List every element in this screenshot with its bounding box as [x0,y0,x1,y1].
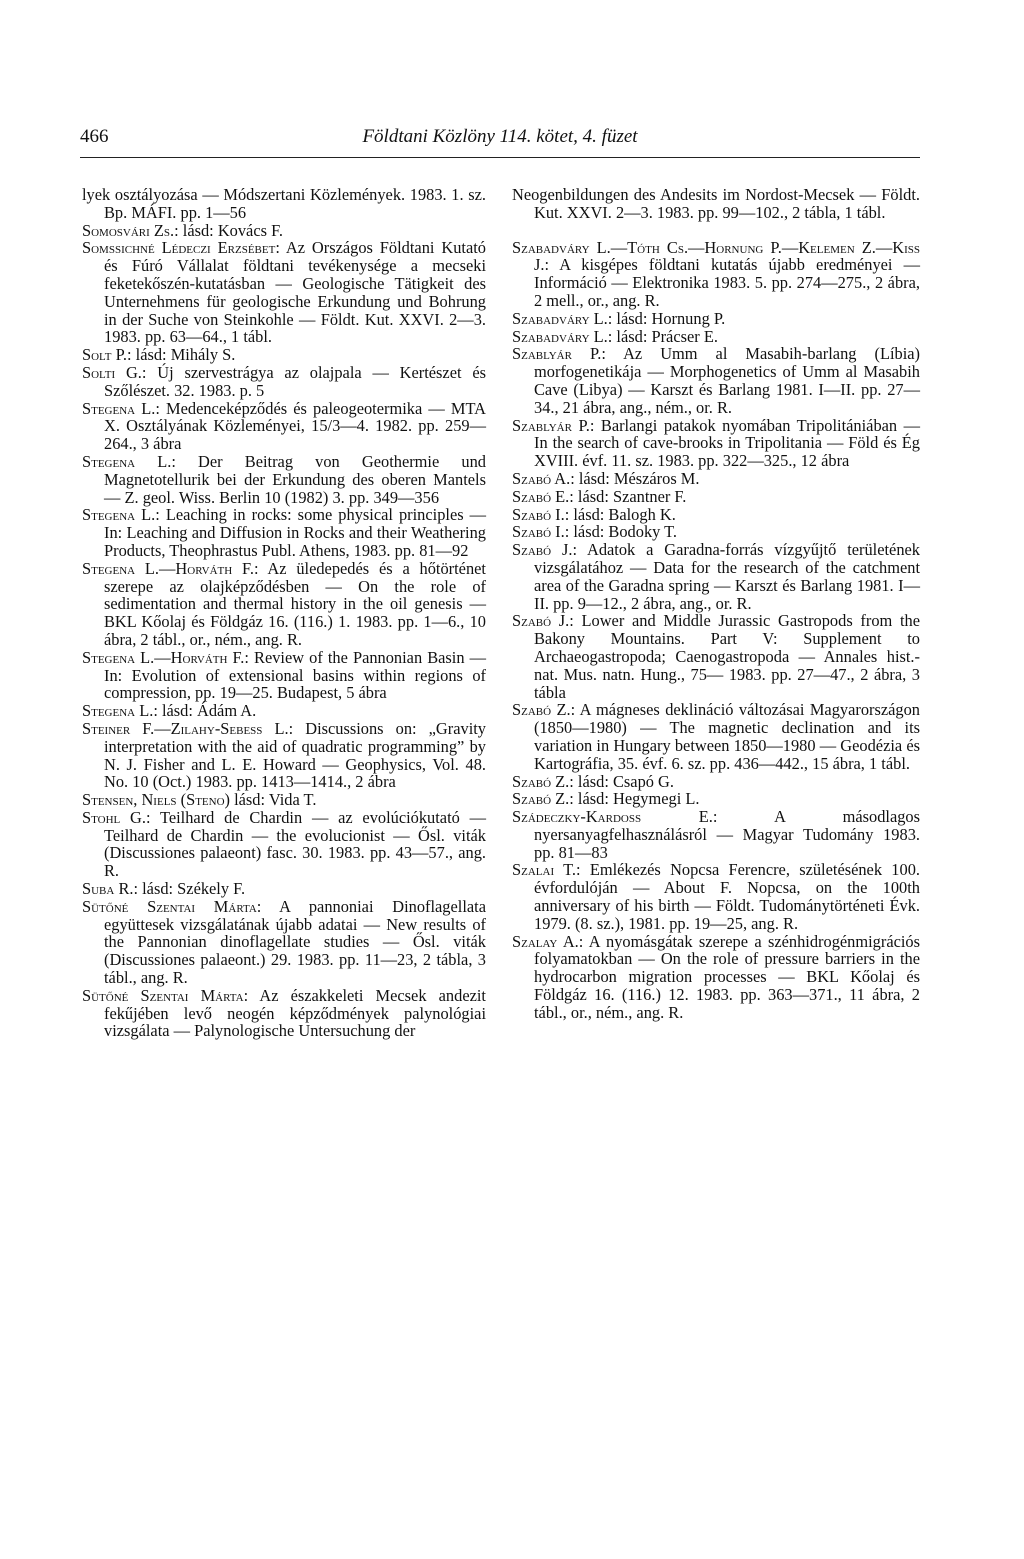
index-entry [512,541,920,612]
entry-text: : Lower and Middle Jurassic Gastropods from the Bakony Mountains. Part V: Supplement to Archaeogastropoda; Caenogastropoda — Annales hist.-nat. Mus. natn. Hung., 75— 1983. pp. 27—47., 2 ábra, 3 tábla [534,611,920,702]
index-entry [512,488,920,506]
index-entry [512,310,920,328]
index-entry [512,239,920,310]
entry-author: Stegena L. [82,701,154,721]
entry-author: Szádeczky-Kardoss E. [512,807,713,827]
index-entry [82,649,486,702]
index-entry [82,346,486,364]
entry-author: Somssichné Lédeczi Erzsébet [82,238,276,258]
index-entry [512,328,920,346]
entry-author: Szabadváry L. [512,308,608,328]
index-entry [512,790,920,808]
index-entry [82,791,486,809]
page-number: 466 [80,126,109,147]
entry-text: : A másodlagos nyersanyagfelhasználásról — Magyar Tudomány 1983. pp. 81—83 [534,807,921,862]
entry-text: : Új szervestrágya az olajpala — Kertészet és Szőlészet. 32. 1983. p. 5 [104,362,486,400]
entry-author: Szabadváry L.—Tóth Cs.—Hornung P.—Kelemen Z.—Kiss J. [512,237,920,275]
entry-text: : A pannoniai Dinoflagellata együttesek vizsgálatának újabb adatai — New results of the Pannonian dinoflagellate studies — Ősl. viták (Discussiones palaeont.) 29. 1983. pp. 11—23, 2 tábla, 3 tábl., ang. R. [104,896,486,988]
index-entry [512,506,920,524]
left-column [82,186,486,1040]
index-entry [82,880,486,898]
entry-author: Solti G. [82,362,142,382]
index-entry [512,523,920,541]
entry-author: Szabó Z. [512,789,570,809]
entry-text: : lásd: Balogh K. [564,504,676,524]
entry-text: : A kisgépes földtani kutatás újabb eredményei — Információ — Elektronika 1983. 5. pp. 274—275., 2 ábra, 2 mell., or., ang. R. [534,255,920,310]
entry-text: : lásd: Hornung P. [607,308,726,328]
journal-title: Földtani Közlöny 114. kötet, 4. füzet [362,126,638,147]
entry-author: Szabó E. [512,486,570,506]
entry-author: Szablyár P. [512,415,590,435]
entry-text: lyek osztályozása — Módszertani Közlemények. 1983. 1. sz. Bp. MÁFI. pp. 1—56 [82,185,486,222]
entry-text: : A nyomásgátak szerepe a szénhidrogénmigrációs folyamatokban — On the role of pressure barriers in the hydrocarbon migration processes — BKL Kőolaj és Földgáz 16. (116.) 12. 1983. pp. 363—371., 11 ábra, 2 tábl., or., ném., ang. R. [534,931,920,1022]
page-header [80,124,920,158]
index-entry [512,808,920,861]
entry-author: Stegena L.—Horváth F. [82,558,254,578]
entry-author: Stensen, Niels (Steno) [82,790,230,810]
right-column [512,186,920,1022]
entry-text: : lásd: Ádám A. [153,701,257,721]
entry-author: Szabó J. [512,611,570,631]
entry-text: : Discussions on: „Gravity interpretation with the aid of quadratic programming” by N. J. Fisher and L. E. Howard — Geophysics, Vol. 48. No. 10 (Oct.) 1983. pp. 1413—1414., 2 ábra [104,718,486,792]
entry-text: : lásd: Kovács F. [174,220,283,240]
index-entry [512,186,920,222]
entry-text: : Az Országos Földtani Kutató és Fúró Vállalat földtani tevékenysége a mecseki feketekőszén-kutatásban — Geologische Tätigkeit des Unternehmens für geologische Erkundung und Bohrung in der Suche von Steinkohle — Földt. Kut. XXVI. 2—3. 1983. pp. 63—64., 1 tábl. [104,238,486,347]
index-entry [82,898,486,987]
entry-author: Szalay A. [512,931,579,951]
entry-author: Steiner F.—Zilahy-Sebess L. [82,718,289,738]
index-entry [82,809,486,880]
index-entry [82,239,486,346]
entry-text: : Medenceképződés és paleogeotermika — MTA X. Osztályának Közleményei, 15/3—4. 1982. pp. 259—264., 3 ábra [104,398,487,454]
entry-author: Stegena L. [82,398,156,418]
entry-text: : A mágneses deklináció változásai Magyarországon (1850—1980) — The magnetic declination and its variation in Hungary between 1850—1980 — Geodézia és Kartográfia, 35. évf. 6. sz. pp. 436—442., 15 ábra, 1 tábl. [534,700,920,773]
entry-author: Szabadváry L. [512,326,608,346]
index-entry [82,400,486,453]
entry-text: : lásd: Székely F. [133,879,246,899]
entry-author: Somosvári Zs. [82,220,175,240]
entry-author: Szablyár P. [512,344,602,364]
index-entry [82,720,486,791]
entry-author: Stohl G. [82,807,146,827]
entry-text: : Az Umm al Masabih-barlang (Líbia) morfogenetikája — Morphogenetics of Umm al Masabih Cave (Libya) — Karszt és Barlang 1981. I—II. pp. 27—34., 21 ábra, ang., ném., or. R. [534,344,920,417]
entry-author: Szabó I. [512,504,565,524]
entry-text: : lásd: Mészáros M. [570,468,700,488]
entry-author: Stegena L. [82,505,156,525]
entry-author: Szabó A. [512,468,571,488]
entry-text: : lásd: Hegymegi L. [569,789,700,809]
entry-text: : Az üledepedés és a hőtörténet szerepe az olajképződésben — On the role of sedimentation and thermal history in the oil genesis — BKL Kőolaj és Földgáz 16. (116.) 1. 1983. pp. 1—6., 10 ábra, 2 tábl., or., ném., ang. R. [104,558,486,649]
entry-author: Sütőné Szentai Márta [82,985,244,1005]
entry-author: Szabó I. [512,522,565,542]
entry-author: Suba R. [82,879,134,899]
entry-text: lásd: Vida T. [230,790,317,810]
entry-text: Neogenbildungen des Andesits im Nordost-Mecsek — Földt. Kut. XXVI. 2—3. 1983. pp. 99—102., 2 tábla, 1 tábl. [512,185,920,222]
index-entry [82,702,486,720]
index-entry [82,560,486,649]
index-entry [82,453,486,506]
entry-author: Stegena L. [82,451,172,471]
header-rule [80,157,920,158]
entry-text: : Barlangi patakok nyomában Tripolitániában — In the search of cave-brooks in Tripolitania — Föld és Ég XVIII. évf. 11. sz. 1983. pp. 322—325., 12 ábra [534,415,920,471]
entry-text: : Der Beitrag von Geothermie und Magnetotellurik bei der Erkundung des oberen Mantels — Z. geol. Wiss. Berlin 10 (1982) 3. pp. 349—356 [104,451,486,507]
entry-author: Solt P. [82,345,127,365]
index-entry [82,186,486,222]
entry-author: Szalai T. [512,860,576,880]
index-entry [82,364,486,400]
entry-author: Szabó Z. [512,700,571,720]
entry-author: Szabó Z. [512,771,570,791]
entry-text: : lásd: Prácser E. [607,326,718,346]
entry-text: : Review of the Pannonian Basin — In: Evolution of extensional basins within regions of compression, pp. 19—25. Budapest, 5 ábra [104,647,486,703]
entry-text: : Emlékezés Nopcsa Ferencre, születésének 100. évfordulóján — About F. Nopcsa, on the 100th anniversary of his birth — Földt. Tudománytörténeti Évk. 1979. (8. sz.), 1981. pp. 19—25, ang. R. [534,860,920,933]
index-entry [512,773,920,791]
entry-text: : lásd: Mihály S. [126,345,236,365]
entry-text: : Adatok a Garadna-forrás vízgyűjtő területének vizsgálatához — Data for the research of the catchment area of the Garadna spring — Karszt és Barlang 1981. I—II. pp. 9—12., 2 ábra, ang., or. R. [534,540,920,613]
entry-text: : Az északkeleti Mecsek andezit fekűjében levő neogén képződmények palynológiai vizsgálata — Palynologische Untersuchung der [104,985,486,1041]
index-entry [512,417,920,470]
index-entry [82,987,486,1040]
index-entry [512,345,920,416]
index-entry [82,222,486,240]
index-entry [82,506,486,559]
entry-text: : lásd: Szantner F. [569,486,687,506]
entry-author: Sütőné Szentai Márta [82,896,257,916]
entry-author: Stegena L.—Horváth F. [82,647,245,667]
index-entry [512,933,920,1022]
index-entry [512,470,920,488]
entry-text: : Teilhard de Chardin — az evolúciókutató — Teilhard de Chardin — the evolucionist — Ősl. viták (Discussiones palaeont) fasc. 30. 1983. pp. 43—57., ang. R. [104,807,486,881]
index-entry [512,701,920,772]
entry-author: Szabó J. [512,540,573,560]
entry-text: : lásd: Csapó G. [569,771,674,791]
entry-text: : Leaching in rocks: some physical principles — In: Leaching and Diffusion in Rocks and their Weathering Products, Theophrastus Publ. Athens, 1983. pp. 81—92 [104,505,487,560]
index-entry [512,612,920,701]
index-entry [512,861,920,932]
entry-text: : lásd: Bodoky T. [564,522,678,542]
